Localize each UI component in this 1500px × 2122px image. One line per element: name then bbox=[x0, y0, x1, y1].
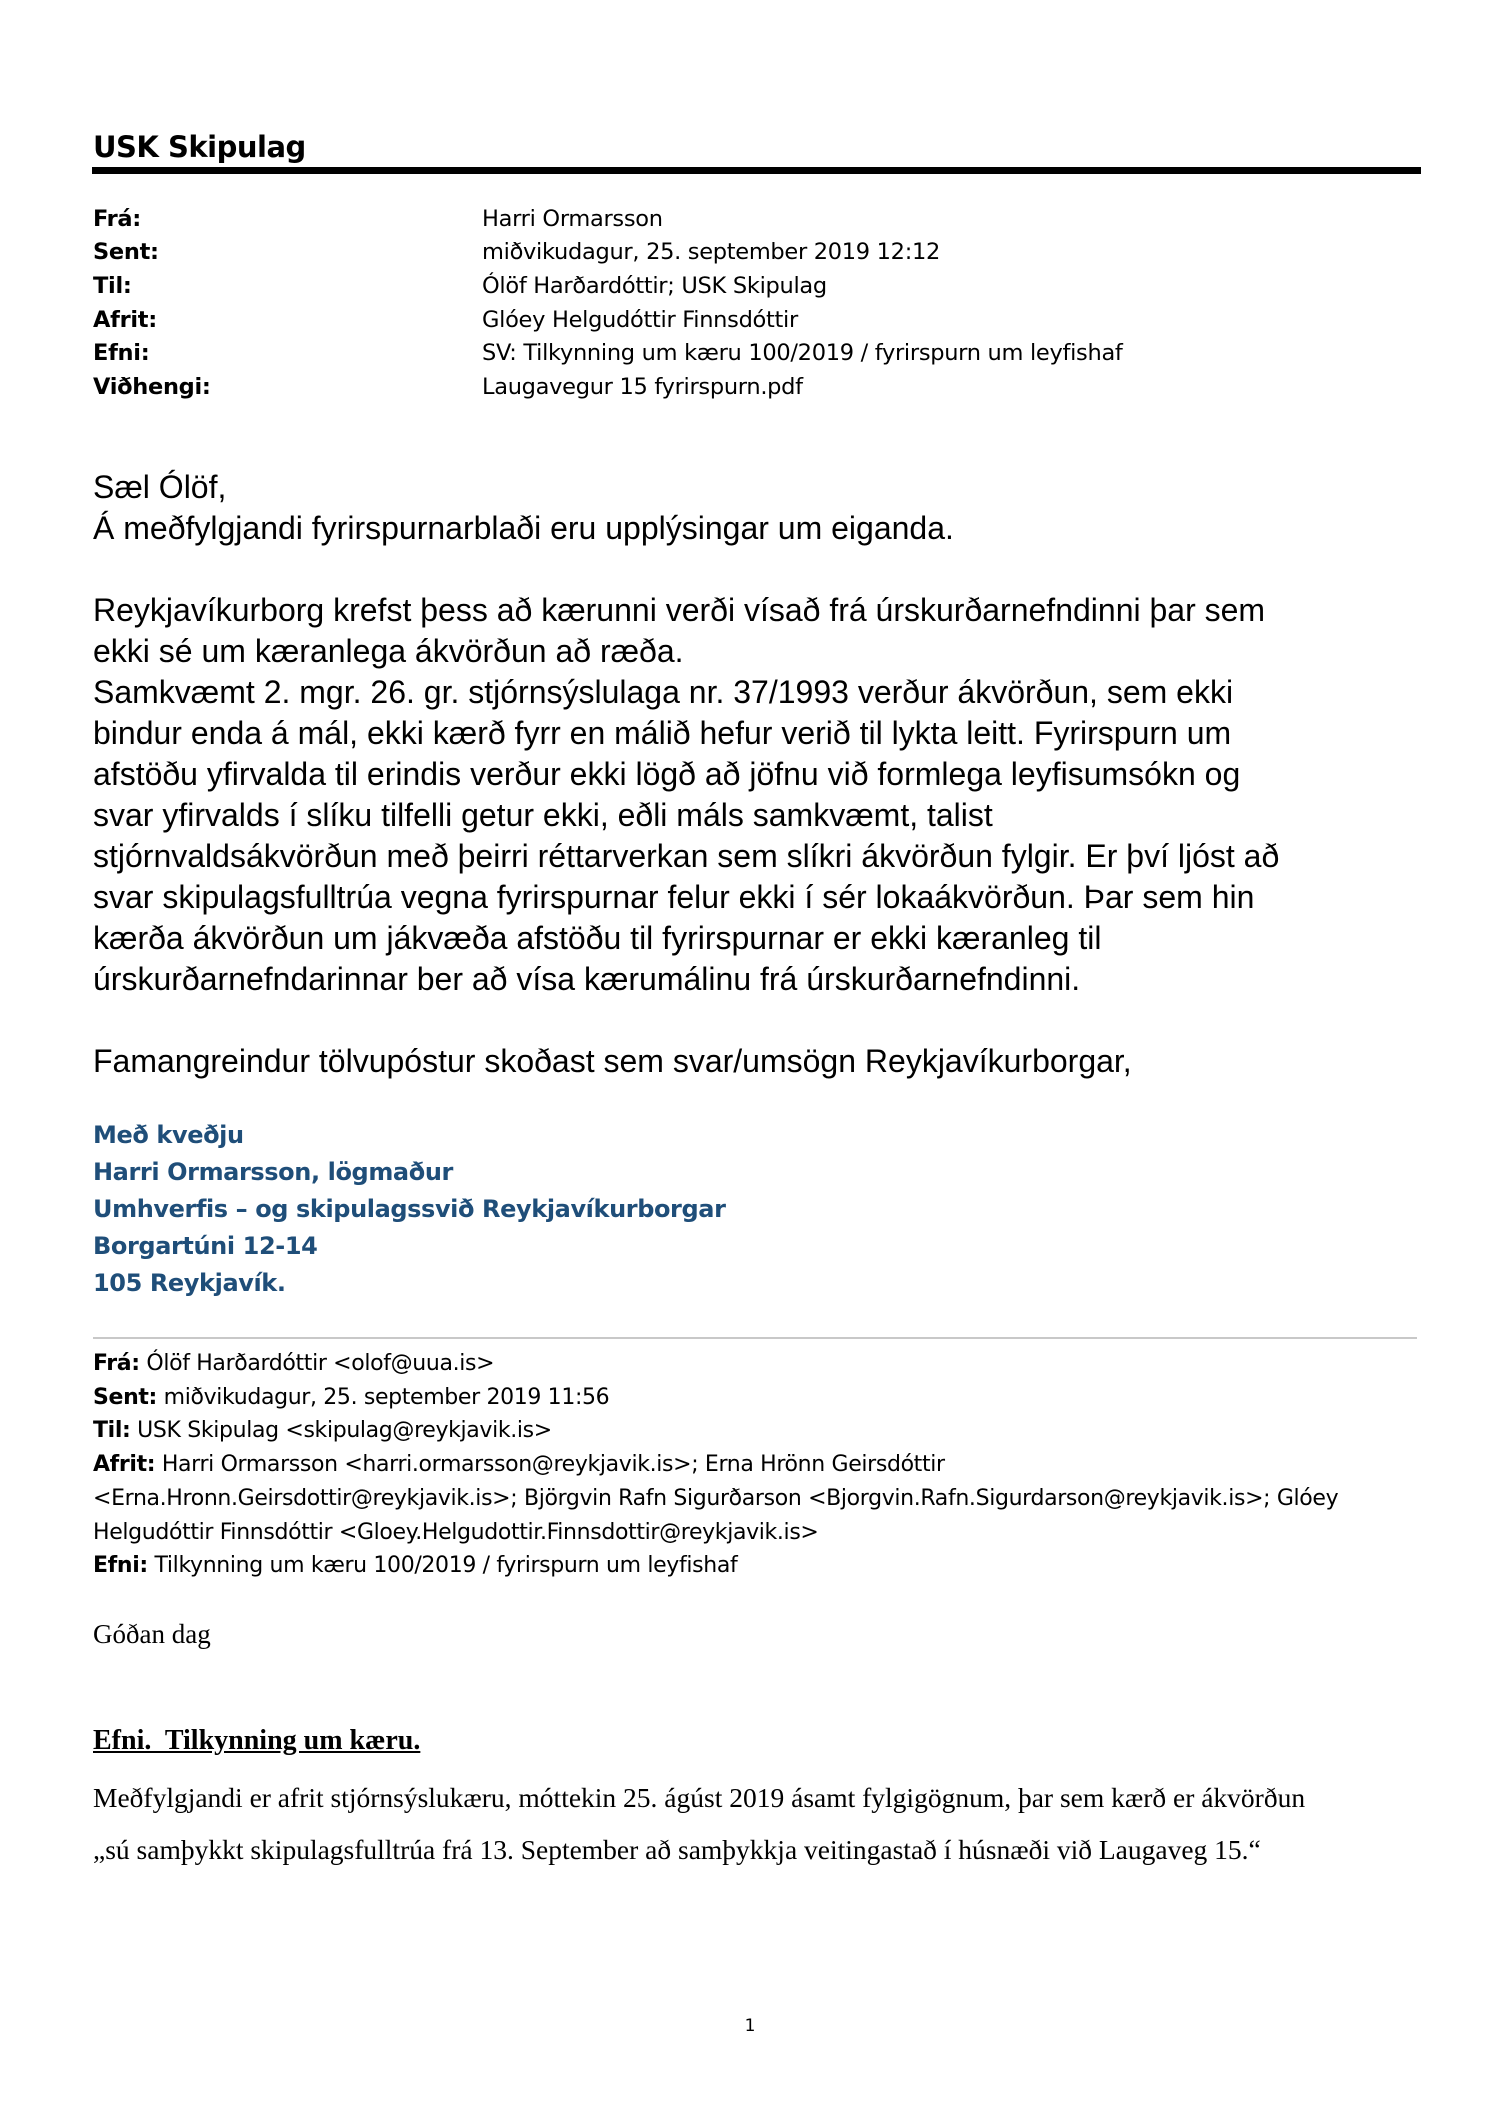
header-row-attachment bbox=[93, 370, 1413, 404]
body-para-line: Reykjavíkurborg krefst þess að kærunni verði vísað frá úrskurðarnefndinni þar sem bbox=[93, 592, 1266, 628]
header-row-from bbox=[93, 202, 1413, 236]
email-header-fields bbox=[93, 202, 1413, 404]
fwd-sent-line: Sent: miðvikudagur, 25. september 2019 11:56 bbox=[93, 1384, 610, 1410]
closing-line-2: „sú samþykkt skipulagsfulltrúa frá 13. September að samþykkja veitingastað í húsnæði við Laugaveg 15.“ bbox=[93, 1834, 1261, 1865]
signature-line: Harri Ormarsson, lögmaður bbox=[93, 1158, 453, 1186]
subject-heading: Efni. Tilkynning um kæru. bbox=[93, 1725, 421, 1756]
body-para-line: Samkvæmt 2. mgr. 26. gr. stjórnsýslulaga nr. 37/1993 verður ákvörðun, sem ekki bbox=[93, 674, 1234, 710]
header-label-cc: Afrit: bbox=[93, 306, 157, 333]
header-value-subject: SV: Tilkynning um kæru 100/2019 / fyrirspurn um leyfishaf bbox=[482, 340, 1123, 367]
body-closing: Famangreindur tölvupóstur skoðast sem svar/umsögn Reykjavíkurborgar, bbox=[93, 1043, 1132, 1079]
body-para-line: svar yfirvalds í slíku tilfelli getur ekki, eðli máls samkvæmt, talist bbox=[93, 797, 993, 833]
header-label-to: Til: bbox=[93, 272, 132, 299]
salutation: Sæl Ólöf, bbox=[93, 469, 227, 505]
fwd-cc-line: Afrit: Harri Ormarsson <harri.ormarsson@reykjavik.is>; Erna Hrönn Geirsdóttir bbox=[93, 1452, 945, 1478]
fwd-cc-line-2: <Erna.Hronn.Geirsdottir@reykjavik.is>; Björgvin Rafn Sigurðarson <Bjorgvin.Rafn.Sigurdarson@reykjavik.is>; Glóey bbox=[93, 1485, 1339, 1511]
body-line-1: Á meðfylgjandi fyrirspurnarblaði eru upplýsingar um eiganda. bbox=[93, 510, 954, 546]
forwarded-header bbox=[93, 1347, 1423, 1583]
closing-line-1: Meðfylgjandi er afrit stjórnsýslukæru, móttekin 25. ágúst 2019 ásamt fylgigögnum, þar sem kærð er ákvörðun bbox=[93, 1782, 1306, 1813]
page-number: 1 bbox=[744, 2016, 756, 2036]
header-label-attachment: Viðhengi: bbox=[93, 373, 211, 400]
header-row-subject bbox=[93, 336, 1413, 370]
signature-line: Með kveðju bbox=[93, 1121, 244, 1149]
greeting: Góðan dag bbox=[93, 1619, 211, 1649]
email-body bbox=[93, 467, 1423, 1082]
signature-line: 105 Reykjavík. bbox=[93, 1269, 286, 1297]
forward-separator bbox=[93, 1337, 1417, 1339]
title-rule bbox=[92, 167, 1421, 174]
body-para-line: stjórnvaldsákvörðun með þeirri réttarverkan sem slíkri ákvörðun fylgir. Er því ljóst að bbox=[93, 838, 1280, 874]
fwd-subject-line: Efni: Tilkynning um kæru 100/2019 / fyrirspurn um leyfishaf bbox=[93, 1553, 738, 1579]
header-label-subject: Efni: bbox=[93, 340, 150, 367]
body-para-line: afstöðu yfirvalda til erindis verður ekki lögð að jöfnu við formlega leyfisumsókn og bbox=[93, 756, 1241, 792]
header-label-sent: Sent: bbox=[93, 239, 159, 266]
header-row-sent bbox=[93, 236, 1413, 270]
header-label-from: Frá: bbox=[93, 205, 142, 232]
signature-line: Umhverfis – og skipulagssvið Reykjavíkurborgar bbox=[93, 1195, 726, 1223]
signature-line: Borgartúni 12-14 bbox=[93, 1232, 318, 1260]
body-para-line: svar skipulagsfulltrúa vegna fyrirspurnar felur ekki í sér lokaákvörðun. Þar sem hin bbox=[93, 879, 1255, 915]
signature-block bbox=[93, 1117, 726, 1302]
fwd-to-line: Til: USK Skipulag <skipulag@reykjavik.is> bbox=[93, 1418, 552, 1444]
attachment-link[interactable]: Laugavegur 15 fyrirspurn.pdf bbox=[482, 373, 803, 400]
header-value-from: Harri Ormarsson bbox=[482, 205, 663, 232]
header-value-to: Ólöf Harðardóttir; USK Skipulag bbox=[482, 272, 827, 299]
closing-paragraph bbox=[93, 1772, 1428, 1876]
body-para-line: úrskurðarnefndarinnar ber að vísa kærumálinu frá úrskurðarnefndinni. bbox=[93, 961, 1081, 997]
header-row-to bbox=[93, 269, 1413, 303]
fwd-cc-line-3: Helgudóttir Finnsdóttir <Gloey.Helgudottir.Finnsdottir@reykjavik.is> bbox=[93, 1519, 819, 1545]
header-value-sent: miðvikudagur, 25. september 2019 12:12 bbox=[482, 239, 941, 266]
fwd-from-line: Frá: Ólöf Harðardóttir <olof@uua.is> bbox=[93, 1351, 495, 1376]
body-para-line: bindur enda á mál, ekki kærð fyrr en málið hefur verið til lykta leitt. Fyrirspurn um bbox=[93, 715, 1232, 751]
header-value-cc: Glóey Helgudóttir Finnsdóttir bbox=[482, 306, 798, 333]
header-row-cc bbox=[93, 303, 1413, 337]
body-para-line: kærða ákvörðun um jákvæða afstöðu til fyrirspurnar er ekki kæranleg til bbox=[93, 920, 1102, 956]
body-para-line: ekki sé um kæranlega ákvörðun að ræða. bbox=[93, 633, 684, 669]
document-title: USK Skipulag bbox=[93, 130, 306, 164]
